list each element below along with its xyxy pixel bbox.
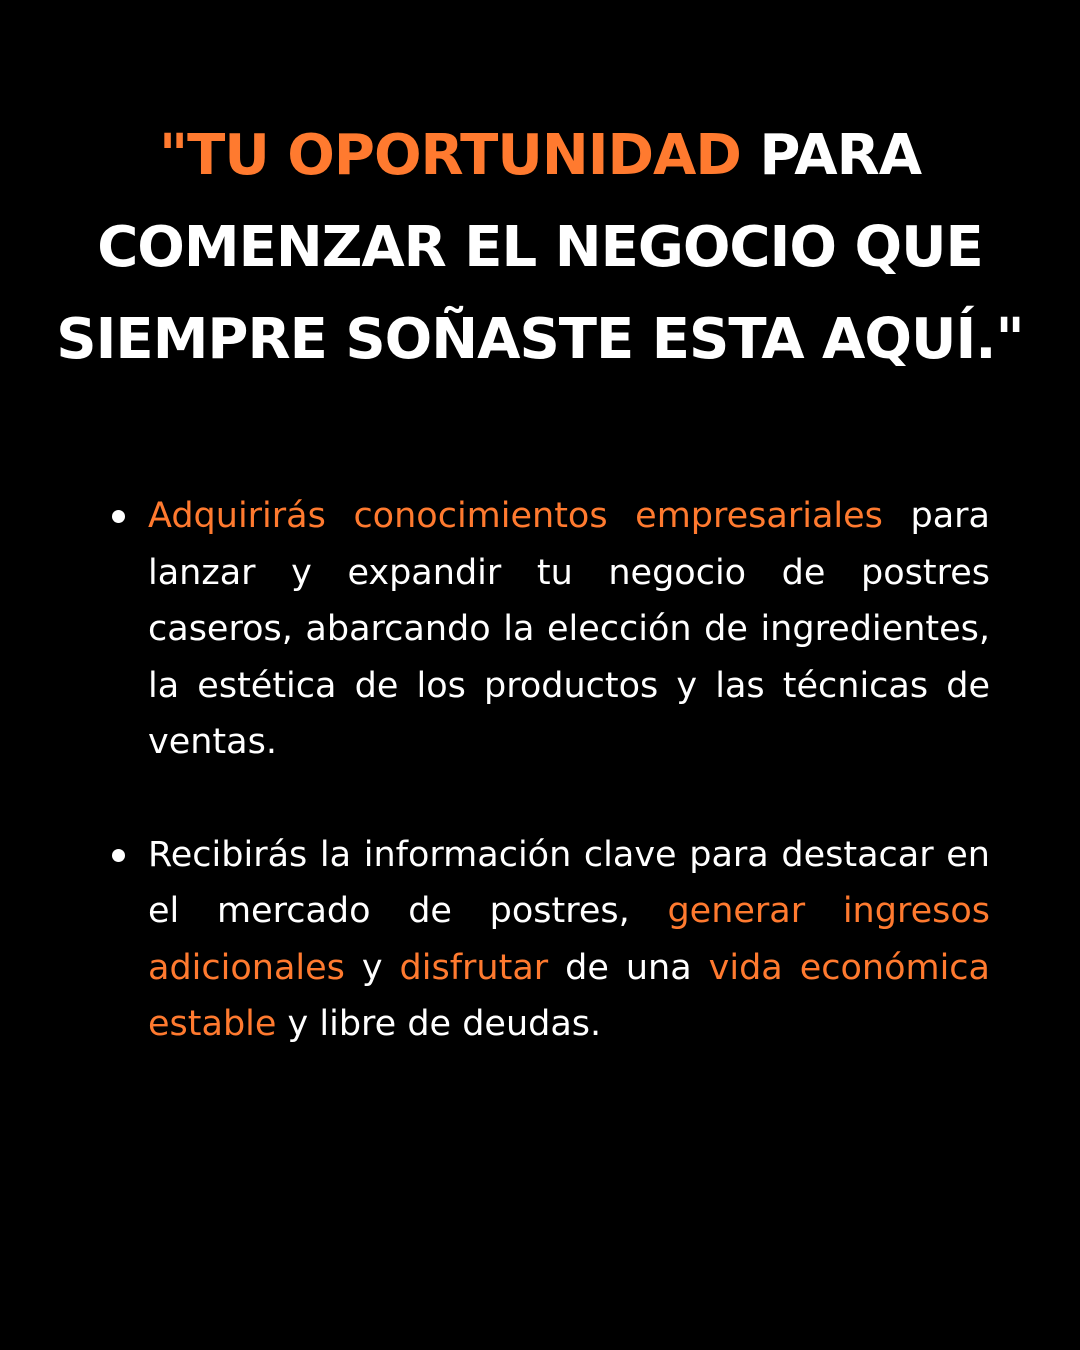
bullet-1-text: para lanzar y expandir tu negocio de postres caseros, abarcando la elección de ingredientes, la estética de los productos y las técnicas de ventas. bbox=[148, 496, 990, 762]
list-item bbox=[110, 827, 990, 1053]
bullet-2-text-3: de una bbox=[548, 947, 709, 988]
benefits-list bbox=[110, 488, 990, 1053]
bullet-1-accent: Adquirirás conocimientos empresariales bbox=[148, 496, 883, 536]
bullet-2-accent-2: disfrutar bbox=[399, 947, 549, 988]
headline-line-2: COMENZAR EL NEGOCIO QUE bbox=[97, 215, 983, 280]
bullet-2-accent-1: generar ingresos adicionales bbox=[148, 891, 990, 988]
headline-line-1-rest: PARA bbox=[740, 123, 922, 188]
bullet-dot-icon bbox=[112, 510, 125, 523]
list-item bbox=[110, 488, 990, 771]
headline bbox=[40, 110, 1040, 386]
headline-accent: "TU OPORTUNIDAD bbox=[158, 123, 741, 188]
headline-line-3: SIEMPRE SOÑASTE ESTA AQUÍ." bbox=[56, 307, 1024, 372]
bullet-2-text-4: y libre de deudas. bbox=[276, 1004, 602, 1044]
bullet-2-accent-3: vida económica estable bbox=[148, 947, 990, 1044]
bullet-dot-icon bbox=[112, 849, 125, 862]
bullet-2-text-2: y bbox=[344, 947, 400, 988]
headline-line-1 bbox=[40, 110, 1040, 202]
bullet-2-text-1: Recibirás la información clave para destacar en el mercado de postres, bbox=[148, 834, 990, 931]
